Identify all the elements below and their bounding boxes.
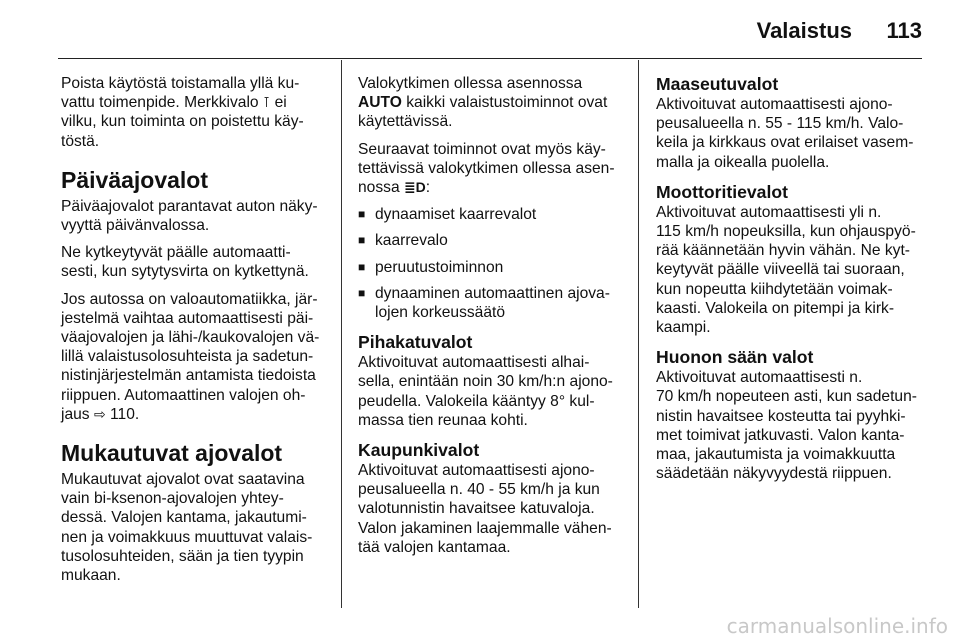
header-divider xyxy=(58,58,922,59)
heading-paivaajovalot: Päiväajovalot xyxy=(61,166,209,193)
paragraph-light-automation: Jos autossa on valoautomatiikka, jär- jestelmä vaihtaa automaattisesti päi- väajovalojen ja lähi-/kaukovalojen vä- lillä valaistusolosuhteista ja sadetun- nistinjärjestelmän antamista tiedoista riippuen. Automaattinen valojen oh- jaus ⇨ 110. xyxy=(61,290,320,423)
list-item: ■ dynaamiset kaarrevalot xyxy=(358,206,537,224)
low-beam-icon: ≣D xyxy=(403,179,426,196)
column-2 xyxy=(358,74,630,565)
paragraph-auto-on: Ne kytkeytyvät päälle automaatti- sesti, kun sytytysvirta on kytkettynä. xyxy=(61,244,309,281)
paragraph-auto-switch: Valokytkimen ollessa asennossa AUTO kaikki valaistustoiminnot ovat käytettävissä. xyxy=(358,75,608,131)
list-item: ■ kaarrevalo xyxy=(358,232,448,250)
bullet-icon: ■ xyxy=(358,207,366,222)
paragraph-bad-weather: Aktivoituvat automaattisesti n. 70 km/h nopeuteen asti, kun sadetun- nistin havaitsee kosteutta tai pyyhki- met toimivat jatkuvasti. Valon kanta- maa, jakautumista ja voimakkuutta säädetään näkyvyydestä riippuen. xyxy=(656,369,917,483)
paragraph-country: Aktivoituvat automaattisesti ajono- peusalueella n. 55 - 115 km/h. Valo- keila ja kirkkaus ovat erilaiset vasem- malla ja oikealla puolella. xyxy=(656,96,914,171)
headlight-indicator-icon: ⊺ xyxy=(262,94,271,111)
column-1 xyxy=(61,74,331,593)
heading-maaseutuvalot: Maaseutuvalot xyxy=(656,74,779,94)
bullet-icon: ■ xyxy=(358,233,366,248)
page-reference-arrow-icon: ⇨ xyxy=(93,405,106,422)
heading-mukautuvat-ajovalot: Mukautuvat ajovalot xyxy=(61,440,283,467)
heading-moottoritievalot: Moottoritievalot xyxy=(656,181,788,202)
paragraph-lowbeam-position: Seuraavat toiminnot ovat myös käy- tettävissä valokytkimen ollessa asen- nossa ≣D: xyxy=(358,140,615,197)
bullet-icon: ■ xyxy=(358,285,366,300)
paragraph-city: Aktivoituvat automaattisesti ajono- peusalueella n. 40 - 55 km/h ja kun valotunnistin havaitsee katuvaloja. Valon jakaminen laajemmalle vähen- tää valojen kantamaa. xyxy=(358,462,612,556)
column-3 xyxy=(656,74,926,491)
paragraph-adaptive: Mukautuvat ajovalot ovat saatavina vain bi-ksenon-ajovalojen yhtey- dessä. Valojen kantama, jakautumi- nen ja voimakkuus muuttuvat valais- tusolosuhteiden, sään ja tien tyypin mukaan. xyxy=(61,471,313,585)
column-divider-2 xyxy=(638,60,639,608)
paragraph-daylight: Päiväajovalot parantavat auton näky- vyyttä päivänvalossa. xyxy=(61,197,318,235)
watermark: carmanualsonline.info xyxy=(726,614,948,638)
feature-list xyxy=(358,205,630,322)
list-item: ■ dynaaminen automaattinen ajova- lojen korkeussäätö xyxy=(358,284,610,322)
section-title: Valaistus xyxy=(756,18,852,43)
page-number: 113 xyxy=(886,18,922,43)
list-item: ■ peruutustoiminnon xyxy=(358,258,504,276)
heading-huonon-saan-valot: Huonon sään valot xyxy=(656,347,814,368)
paragraph-disable: Poista käytöstä toistamalla yllä ku- vattu toimenpide. Merkkivalo ⊺ ei vilku, kun toiminta on poistettu käy- töstä. xyxy=(61,75,304,150)
heading-kaupunkivalot: Kaupunkivalot xyxy=(358,440,480,461)
page-header xyxy=(0,0,960,60)
heading-pihakatuvalot: Pihakatuvalot xyxy=(358,332,473,353)
bullet-icon: ■ xyxy=(358,259,366,274)
auto-label: AUTO xyxy=(358,94,402,112)
column-divider-1 xyxy=(341,60,342,608)
paragraph-yard: Aktivoituvat automaattisesti alhai- sella, enintään noin 30 km/h:n ajono- peudella. Valokeila kääntyy 8° kul- massa tien reunaa kohti. xyxy=(358,354,613,429)
paragraph-motorway: Aktivoituvat automaattisesti yli n. 115 km/h nopeuksilla, kun ohjauspyö- rää käännetään hyvin vähän. Ne kyt- keytyvät päälle viiveellä tai suoraan, kun nopeutta kiihdytetään voimak- kaasti. Valokeila on pitempi ja kirk- kaampi. xyxy=(656,203,916,337)
